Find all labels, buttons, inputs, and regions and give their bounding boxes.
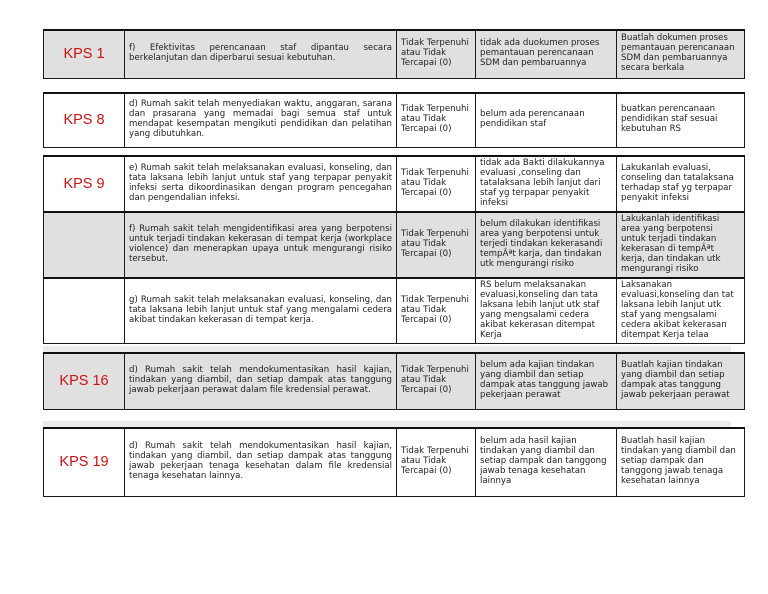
recommendation-text: Buatlah dokumen proses pemantauan perencanaan SDM dan pembaruannya secara berkala xyxy=(617,30,745,78)
kps-code: KPS 19 xyxy=(44,428,125,496)
table-row xyxy=(44,353,745,409)
standard-text: f) Rumah sakit telah mengidentifikasi area yang berpotensi untuk terjadi tindakan kekerasan di tempat kerja (workplace violence) dan menerapkan upaya untuk mengurangi risiko tersebut. xyxy=(125,212,397,278)
kps-1-table xyxy=(43,29,745,79)
table-row xyxy=(44,30,745,78)
status-text: Tidak Terpenuhi atau Tidak Tercapai (0) xyxy=(397,428,476,496)
finding-text: belum ada kajian tindakan yang diambil dan setiap dampak atas tanggung jawab pekerjaan perawat xyxy=(476,353,617,409)
status-text: Tidak Terpenuhi atau Tidak Tercapai (0) xyxy=(397,30,476,78)
status-text: Tidak Terpenuhi atau Tidak Tercapai (0) xyxy=(397,93,476,147)
table-row xyxy=(44,428,745,496)
status-text: Tidak Terpenuhi atau Tidak Tercapai (0) xyxy=(397,353,476,409)
finding-text: belum ada perencanaan pendidikan staf xyxy=(476,93,617,147)
standard-text: d) Rumah sakit telah mendokumentasikan hasil kajian, tindakan yang diambil, dan setiap dampak atas tanggung jawab pekerjaan tenaga kesehatan dalam file kredensial tenaga kesehatan lainnya. xyxy=(125,428,397,496)
kps-code: KPS 16 xyxy=(44,353,125,409)
kps-code: KPS 9 xyxy=(44,156,125,212)
table-row xyxy=(44,278,745,344)
table-row xyxy=(44,93,745,147)
recommendation-text: Lakukanlah identifikasi area yang berpotensi untuk terjadi tindakan kekerasan di tempÂªt kerja, dan tindakan utk mengurangi risiko xyxy=(617,212,745,278)
standard-text: f) Efektivitas perencanaan staf dipantau secara berkelanjutan dan diperbarui sesuai kebutuhan. xyxy=(125,30,397,78)
recommendation-text: Buatlah kajian tindakan yang diambil dan setiap dampak atas tanggung jawab pekerjaan perawat xyxy=(617,353,745,409)
kps-16-table xyxy=(43,352,745,410)
recommendation-text: Laksanakan evaluasi,konseling dan tat laksana lebih lanjut utk staf yang mengsalami cedera akibat kekerasan ditempat Kerja telaa xyxy=(617,278,745,344)
status-text: Tidak Terpenuhi atau Tidak Tercapai (0) xyxy=(397,278,476,344)
status-text: Tidak Terpenuhi atau Tidak Tercapai (0) xyxy=(397,156,476,212)
finding-text: belum dilakukan identifikasi area yang berpotensi untuk terjedi tindakan kekerasandi tempÂªt karja, dan tindakan utk mengurangi risiko xyxy=(476,212,617,278)
kps-9-table xyxy=(43,155,745,344)
standard-text: d) Rumah sakit telah menyediakan waktu, anggaran, sarana dan prasarana yang memadai bagi semua staf untuk mendapat kesempatan mengikuti pendidikan dan pelatihan yang dibutuhkan. xyxy=(125,93,397,147)
recommendation-text: Lakukanlah evaluasi, conseling dan tatalaksana terhadap staf yg terpapar penyakit infeksi xyxy=(617,156,745,212)
status-text: Tidak Terpenuhi atau Tidak Tercapai (0) xyxy=(397,212,476,278)
standard-text: d) Rumah sakit telah mendokumentasikan hasil kajian, tindakan yang diambil, dan setiap dampak atas tanggung jawab pekerjaan perawat dalam file kredensial perawat. xyxy=(125,353,397,409)
kps-code xyxy=(44,212,125,278)
kps-code xyxy=(44,278,125,344)
kps-19-table xyxy=(43,427,745,497)
kps-code: KPS 1 xyxy=(44,30,125,78)
finding-text: belum ada hasil kajian tindakan yang diambil dan setiap dampak dan tanggong jawab tenaga kesehatan lainnya xyxy=(476,428,617,496)
finding-text: tidak ada Bakti dilakukannya evaluasi ,conseling dan tatalaksana lebih lanjut dari staf yg terpapar penyakit infeksi xyxy=(476,156,617,212)
recommendation-text: Buatlah hasil kajian tindakan yang diambil dan setiap dampak dan tanggong jawab tenaga kesehatan lainnya xyxy=(617,428,745,496)
kps-8-table xyxy=(43,92,745,148)
table-row xyxy=(44,212,745,278)
finding-text: RS belum melaksanakan evaluasi,konseling dan tata laksana lebih lanjut utk staf yang mengsalami cedera akibat kekerasan ditempat Kerja xyxy=(476,278,617,344)
finding-text: tidak ada duokumen proses pemantauan perencanaan SDM dan pembaruannya xyxy=(476,30,617,78)
recommendation-text: buatkan perencanaan pendidikan staf sesuai kebutuhan RS xyxy=(617,93,745,147)
standard-text: g) Rumah sakit telah melaksanakan evaluasi, konseling, dan tata laksana lebih lanjut untuk staf yang mengalami cedera akibat tindakan kekerasan di tempat kerja. xyxy=(125,278,397,344)
table-row xyxy=(44,156,745,212)
standard-text: e) Rumah sakit telah melaksanakan evaluasi, konseling, dan tata laksana lebih lanjut untuk staf yang terpapar penyakit infeksi serta dikoordinasikan dengan program pencegahan dan pengendalian infeksi. xyxy=(125,156,397,212)
kps-code: KPS 8 xyxy=(44,93,125,147)
